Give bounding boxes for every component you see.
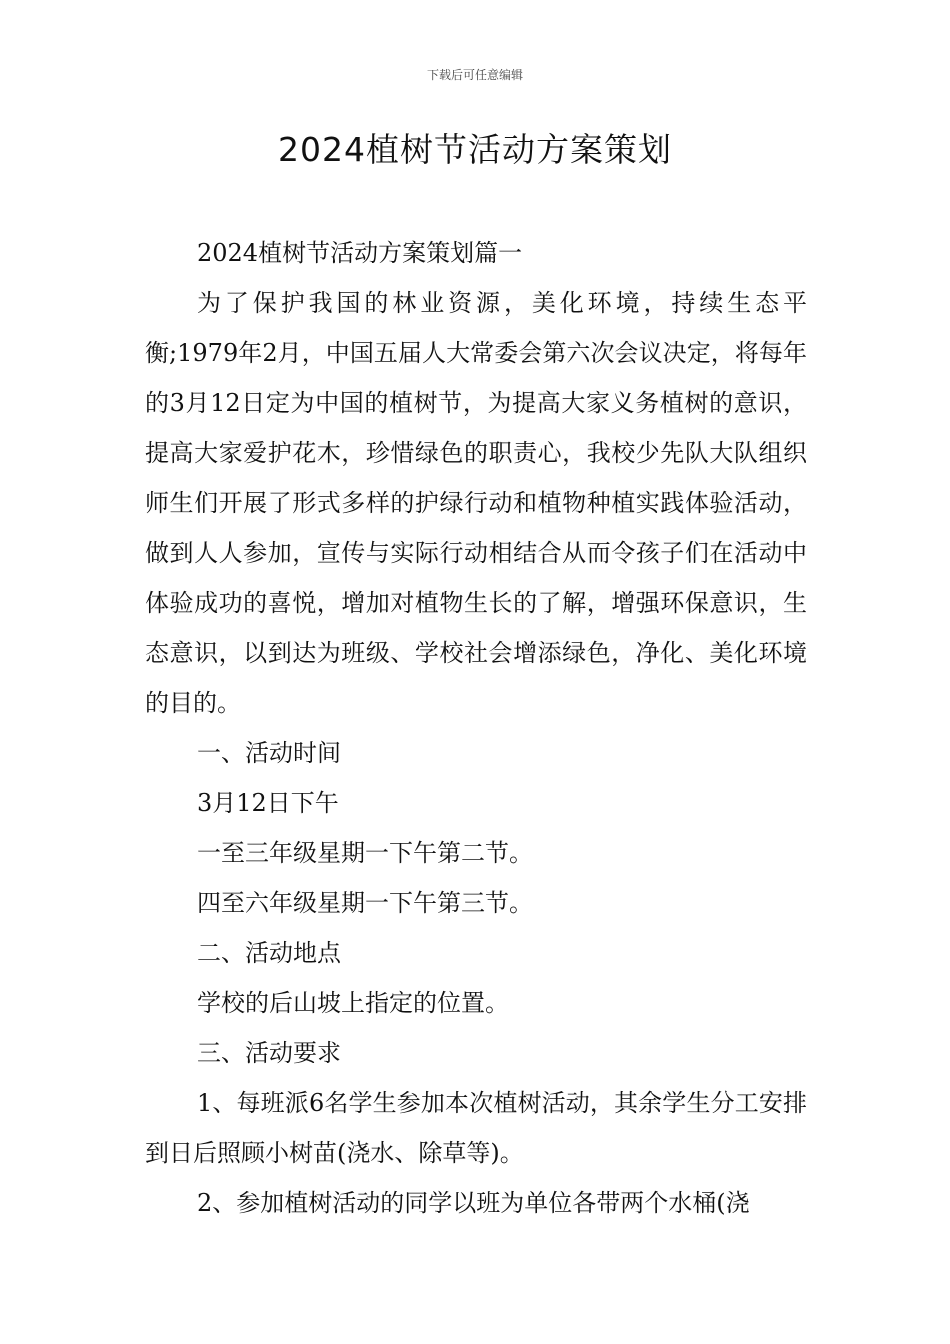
requirement-item-1: 1、每班派6名学生参加本次植树活动，其余学生分工安排到日后照顾小树苗(浇水、除草等)。 (145, 1089, 807, 1167)
intro-paragraph: 为了保护我国的林业资源，美化环境，持续生态平衡;1979年2月，中国五届人大常委会第六次会议决定，将每年的3月12日定为中国的植树节，为提高大家义务植树的意识，提高大家爱护花木，珍惜绿色的职责心，我校少先队大队组织师生们开展了形式多样的护绿行动和植物种植实践体验活动，做到人人参加，宣传与实际行动相结合从而令孩子们在活动中体验成功的喜悦，增加对植物生长的了解，增强环保意识，生态意识，以到达为班级、学校社会增添绿色，净化、美化环境的目的。 (145, 289, 807, 717)
document-title: 2024植树节活动方案策划 (278, 130, 672, 169)
document-body (145, 228, 807, 1228)
requirement-item-2: 2、参加植树活动的同学以班为单位各带两个水桶(浇 (197, 1189, 750, 1217)
page-header-note: 下载后可任意编辑 (426, 68, 523, 82)
heading-activity-time: 一、活动时间 (197, 739, 341, 767)
schedule-grades-1-3: 一至三年级星期一下午第二节。 (197, 839, 533, 867)
section-heading-part-one: 2024植树节活动方案策划篇一 (197, 239, 523, 267)
activity-date: 3月12日下午 (197, 789, 339, 817)
activity-location: 学校的后山坡上指定的位置。 (197, 989, 509, 1017)
schedule-grades-4-6: 四至六年级星期一下午第三节。 (197, 889, 533, 917)
heading-activity-location: 二、活动地点 (197, 939, 341, 967)
heading-activity-requirements: 三、活动要求 (197, 1039, 341, 1067)
